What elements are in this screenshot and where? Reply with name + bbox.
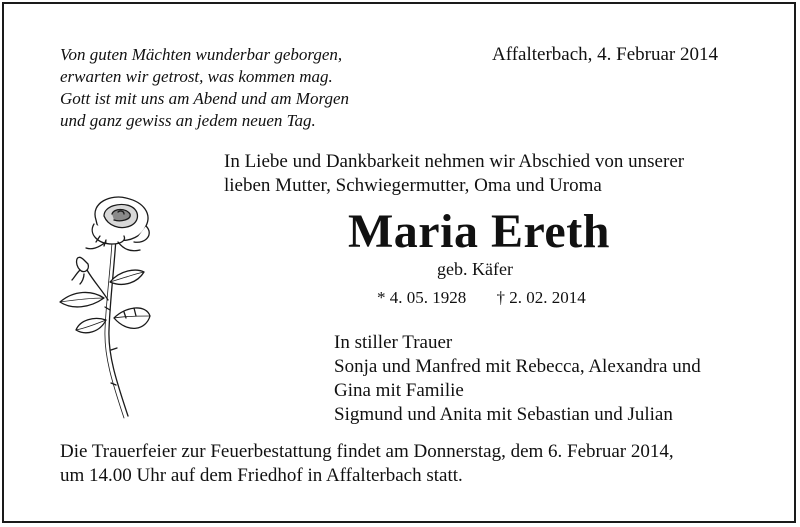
rose-icon bbox=[54, 190, 164, 422]
mourners-line: In stiller Trauer bbox=[334, 332, 453, 353]
mourners-line: Sonja und Manfred mit Rebecca, Alexandra und bbox=[334, 356, 701, 377]
poem bbox=[60, 44, 349, 132]
intro-line: lieben Mutter, Schwiegermutter, Oma und Uroma bbox=[224, 175, 602, 196]
mourners-line: Gina mit Familie bbox=[334, 380, 464, 401]
funeral-notice bbox=[60, 440, 674, 488]
funeral-line: Die Trauerfeier zur Feuerbestattung findet am Donnerstag, dem 6. Februar 2014, bbox=[60, 441, 674, 462]
poem-line: Gott ist mit uns am Abend und am Morgen bbox=[60, 89, 349, 108]
poem-line: erwarten wir getrost, was kommen mag. bbox=[60, 67, 333, 86]
mourners-line: Sigmund und Anita mit Sebastian und Julian bbox=[334, 404, 673, 425]
intro-line: In Liebe und Dankbarkeit nehmen wir Abschied von unserer bbox=[224, 151, 685, 172]
funeral-line: um 14.00 Uhr auf dem Friedhof in Affalterbach statt. bbox=[60, 465, 463, 486]
maiden-name: geb. Käfer bbox=[437, 259, 513, 279]
life-dates bbox=[377, 288, 586, 308]
death-date: † 2. 02. 2014 bbox=[496, 288, 586, 307]
poem-line: Von guten Mächten wunderbar geborgen, bbox=[60, 45, 343, 64]
birth-date: * 4. 05. 1928 bbox=[377, 288, 467, 307]
intro-text bbox=[224, 150, 684, 198]
deceased-name: Maria Ereth bbox=[348, 205, 610, 258]
place-date: Affalterbach, 4. Februar 2014 bbox=[492, 44, 718, 65]
mourners-list bbox=[334, 331, 701, 427]
poem-line: und ganz gewiss an jedem neuen Tag. bbox=[60, 111, 316, 130]
